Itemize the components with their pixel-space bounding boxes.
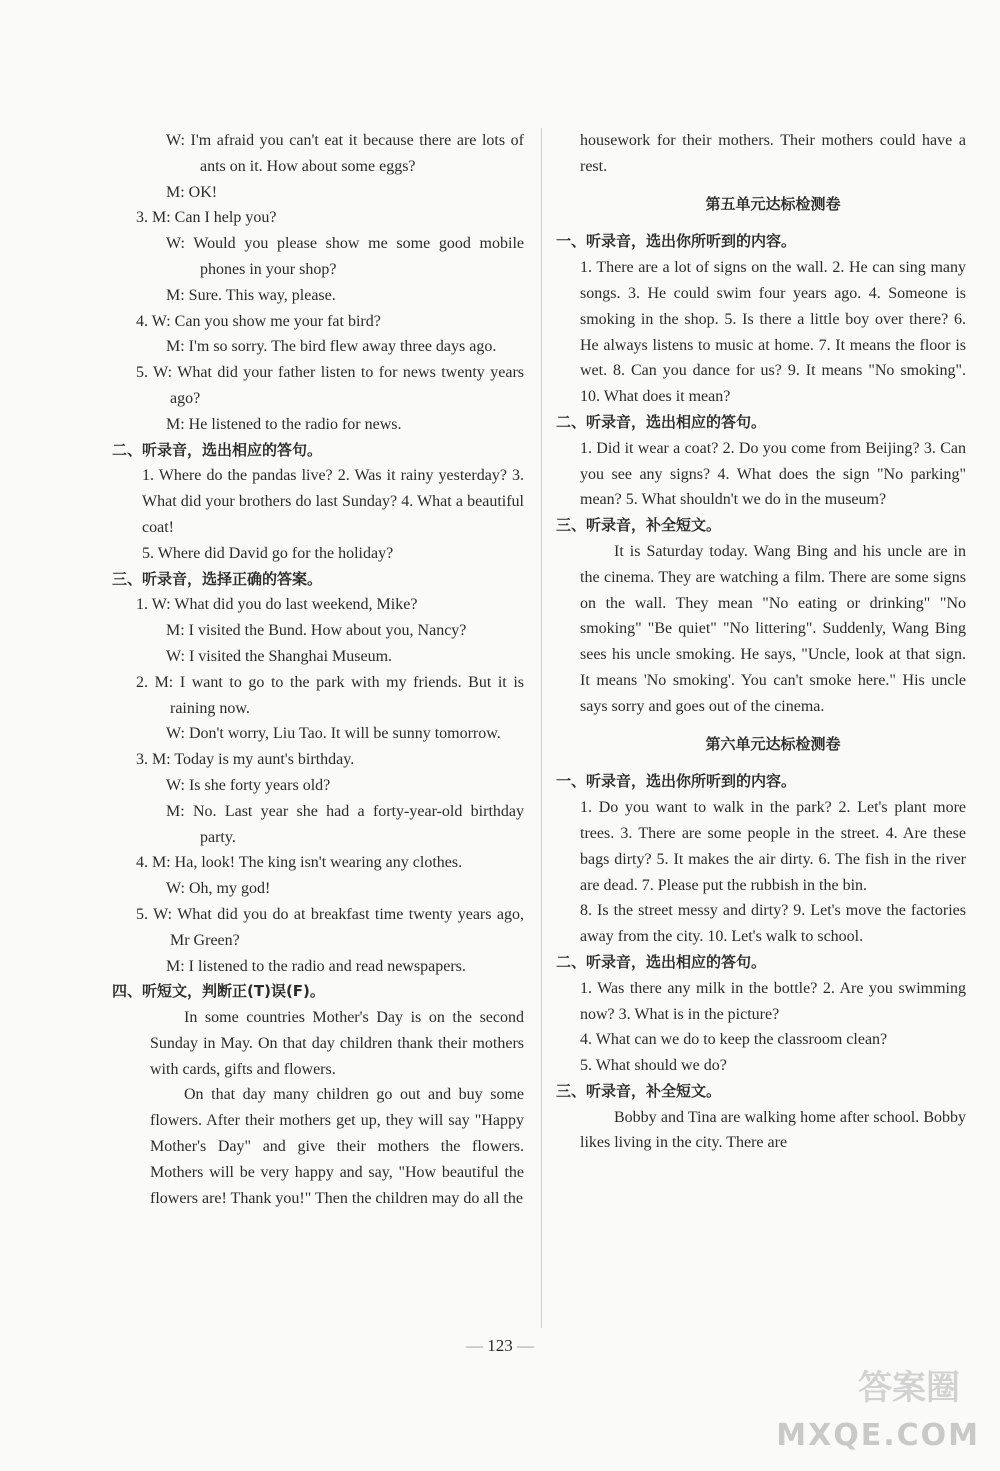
passage-paragraph: On that day many children go out and buy some flowers. After their mothers get up, they will say "Happy Mother's Day" and give their mothers the flowers. Mothers will be very happy and say, "How beautiful the flowers are! Thank you!" Then the children may do all the xyxy=(150,1086,524,1207)
dialog-line: M: No. Last year she had a forty-year-old birthday party. xyxy=(166,802,524,846)
dialog-line: W: Is she forty years old? xyxy=(166,776,331,794)
answer-list: 5. What should we do? xyxy=(580,1057,727,1075)
answer-list: 1. There are a lot of signs on the wall. 2. He can sing many songs. 3. He could swim four years ago. 4. Someone is smoking in the shop. 5. Is there a little boy over there? 6. He always listens to music at home. 7. It means the floor is wet. 8. Can you dance for us? 9. It means "No smoking". 10. What does it mean? xyxy=(580,259,966,406)
watermark-text: MXQE.COM xyxy=(776,1418,980,1453)
watermark-logo: 答案圈 xyxy=(858,1368,960,1408)
column-divider xyxy=(541,128,542,1328)
dialog-line: W: Oh, my god! xyxy=(166,880,271,898)
dialog-line: 4. W: Can you show me your fat bird? xyxy=(136,312,381,330)
passage-paragraph: It is Saturday today. Wang Bing and his uncle are in the cinema. They are watching a film. There are some signs on the wall. They mean "No eating or drinking" "No smoking" "Be quiet" "No littering". Suddenly, Wang Bing sees his uncle smoking. He says, "Uncle, look at that sign. It means 'No smoking'. You can't smoke here." His uncle says sorry and goes out of the cinema. xyxy=(580,542,966,715)
answer-list: 1. Was there any milk in the bottle? 2. Are you swimming now? 3. What is in the picture? xyxy=(580,979,966,1023)
section-heading: 四、听短文，判断正(T)误(F)。 xyxy=(112,982,325,1001)
unit-title: 第五单元达标检测卷 xyxy=(705,194,841,213)
dialog-line: M: He listened to the radio for news. xyxy=(166,415,402,433)
section-heading: 三、听录音，补全短文。 xyxy=(556,1081,722,1100)
dialog-line: 5. W: What did your father listen to for news twenty years ago? xyxy=(136,364,524,407)
dialog-line: M: I'm so sorry. The bird flew away three days ago. xyxy=(166,338,497,356)
right-column xyxy=(556,128,966,1156)
passage-paragraph: In some countries Mother's Day is on the second Sunday in May. On that day children thank their mothers with cards, gifts and flowers. xyxy=(150,1009,524,1078)
passage-continued: housework for their mothers. Their mothers could have a rest. xyxy=(580,132,966,175)
dialog-line: M: I listened to the radio and read newspapers. xyxy=(166,957,466,975)
answer-list: 1. Did it wear a coat? 2. Do you come from Beijing? 3. Can you see any signs? 4. What does the sign "No parking" mean? 5. What shouldn't we do in the museum? xyxy=(580,439,966,509)
section-heading: 三、听录音，补全短文。 xyxy=(556,516,722,535)
section-heading: 二、听录音，选出相应的答句。 xyxy=(556,412,767,431)
dialog-line: M: I visited the Bund. How about you, Nancy? xyxy=(166,622,467,640)
dialog-line: W: Don't worry, Liu Tao. It will be sunny tomorrow. xyxy=(166,725,501,743)
section-heading: 一、听录音，选出你所听到的内容。 xyxy=(556,772,797,791)
answer-list: 5. Where did David go for the holiday? xyxy=(142,544,394,562)
left-column xyxy=(112,128,524,1211)
dialog-line: W: Would you please show me some good mobile phones in your shop? xyxy=(166,235,524,278)
section-heading: 二、听录音，选出相应的答句。 xyxy=(112,440,323,459)
section-heading: 三、听录音，选择正确的答案。 xyxy=(112,569,323,588)
answer-list: 1. Do you want to walk in the park? 2. Let's plant more trees. 3. There are some people in the street. 4. Are these bags dirty? 5. It makes the air dirty. 6. The fish in the river are dead. 7. Please put the rubbish in the bin. xyxy=(580,799,966,894)
dialog-line: W: I visited the Shanghai Museum. xyxy=(166,647,393,665)
answer-list: 1. Where do the pandas live? 2. Was it rainy yesterday? 3. What did your brothers do last Sunday? 4. What a beautiful coat! xyxy=(142,467,524,536)
dialog-line: 4. M: Ha, look! The king isn't wearing any clothes. xyxy=(136,854,463,872)
dialog-line: 3. M: Today is my aunt's birthday. xyxy=(136,751,355,769)
section-heading: 二、听录音，选出相应的答句。 xyxy=(556,952,767,971)
dialog-line: 1. W: What did you do last weekend, Mike? xyxy=(136,596,418,614)
dialog-line: M: Sure. This way, please. xyxy=(166,286,336,304)
page-number: — 123 — xyxy=(466,1336,534,1355)
passage-paragraph: Bobby and Tina are walking home after school. Bobby likes living in the city. There are xyxy=(580,1108,966,1152)
unit-title: 第六单元达标检测卷 xyxy=(705,734,841,753)
section-heading: 一、听录音，选出你所听到的内容。 xyxy=(556,232,797,251)
dialog-line: 5. W: What did you do at breakfast time twenty years ago, Mr Green? xyxy=(136,905,524,949)
dialog-line: 2. M: I want to go to the park with my friends. But it is raining now. xyxy=(136,673,524,717)
dialog-line: W: I'm afraid you can't eat it because there are lots of ants on it. How about some eggs? xyxy=(166,132,524,175)
dialog-line: 3. M: Can I help you? xyxy=(136,209,277,227)
answer-list: 8. Is the street messy and dirty? 9. Let's move the factories away from the city. 10. Let's walk to school. xyxy=(580,902,966,946)
answer-list: 4. What can we do to keep the classroom clean? xyxy=(580,1031,888,1049)
dialog-line: M: OK! xyxy=(166,183,218,201)
